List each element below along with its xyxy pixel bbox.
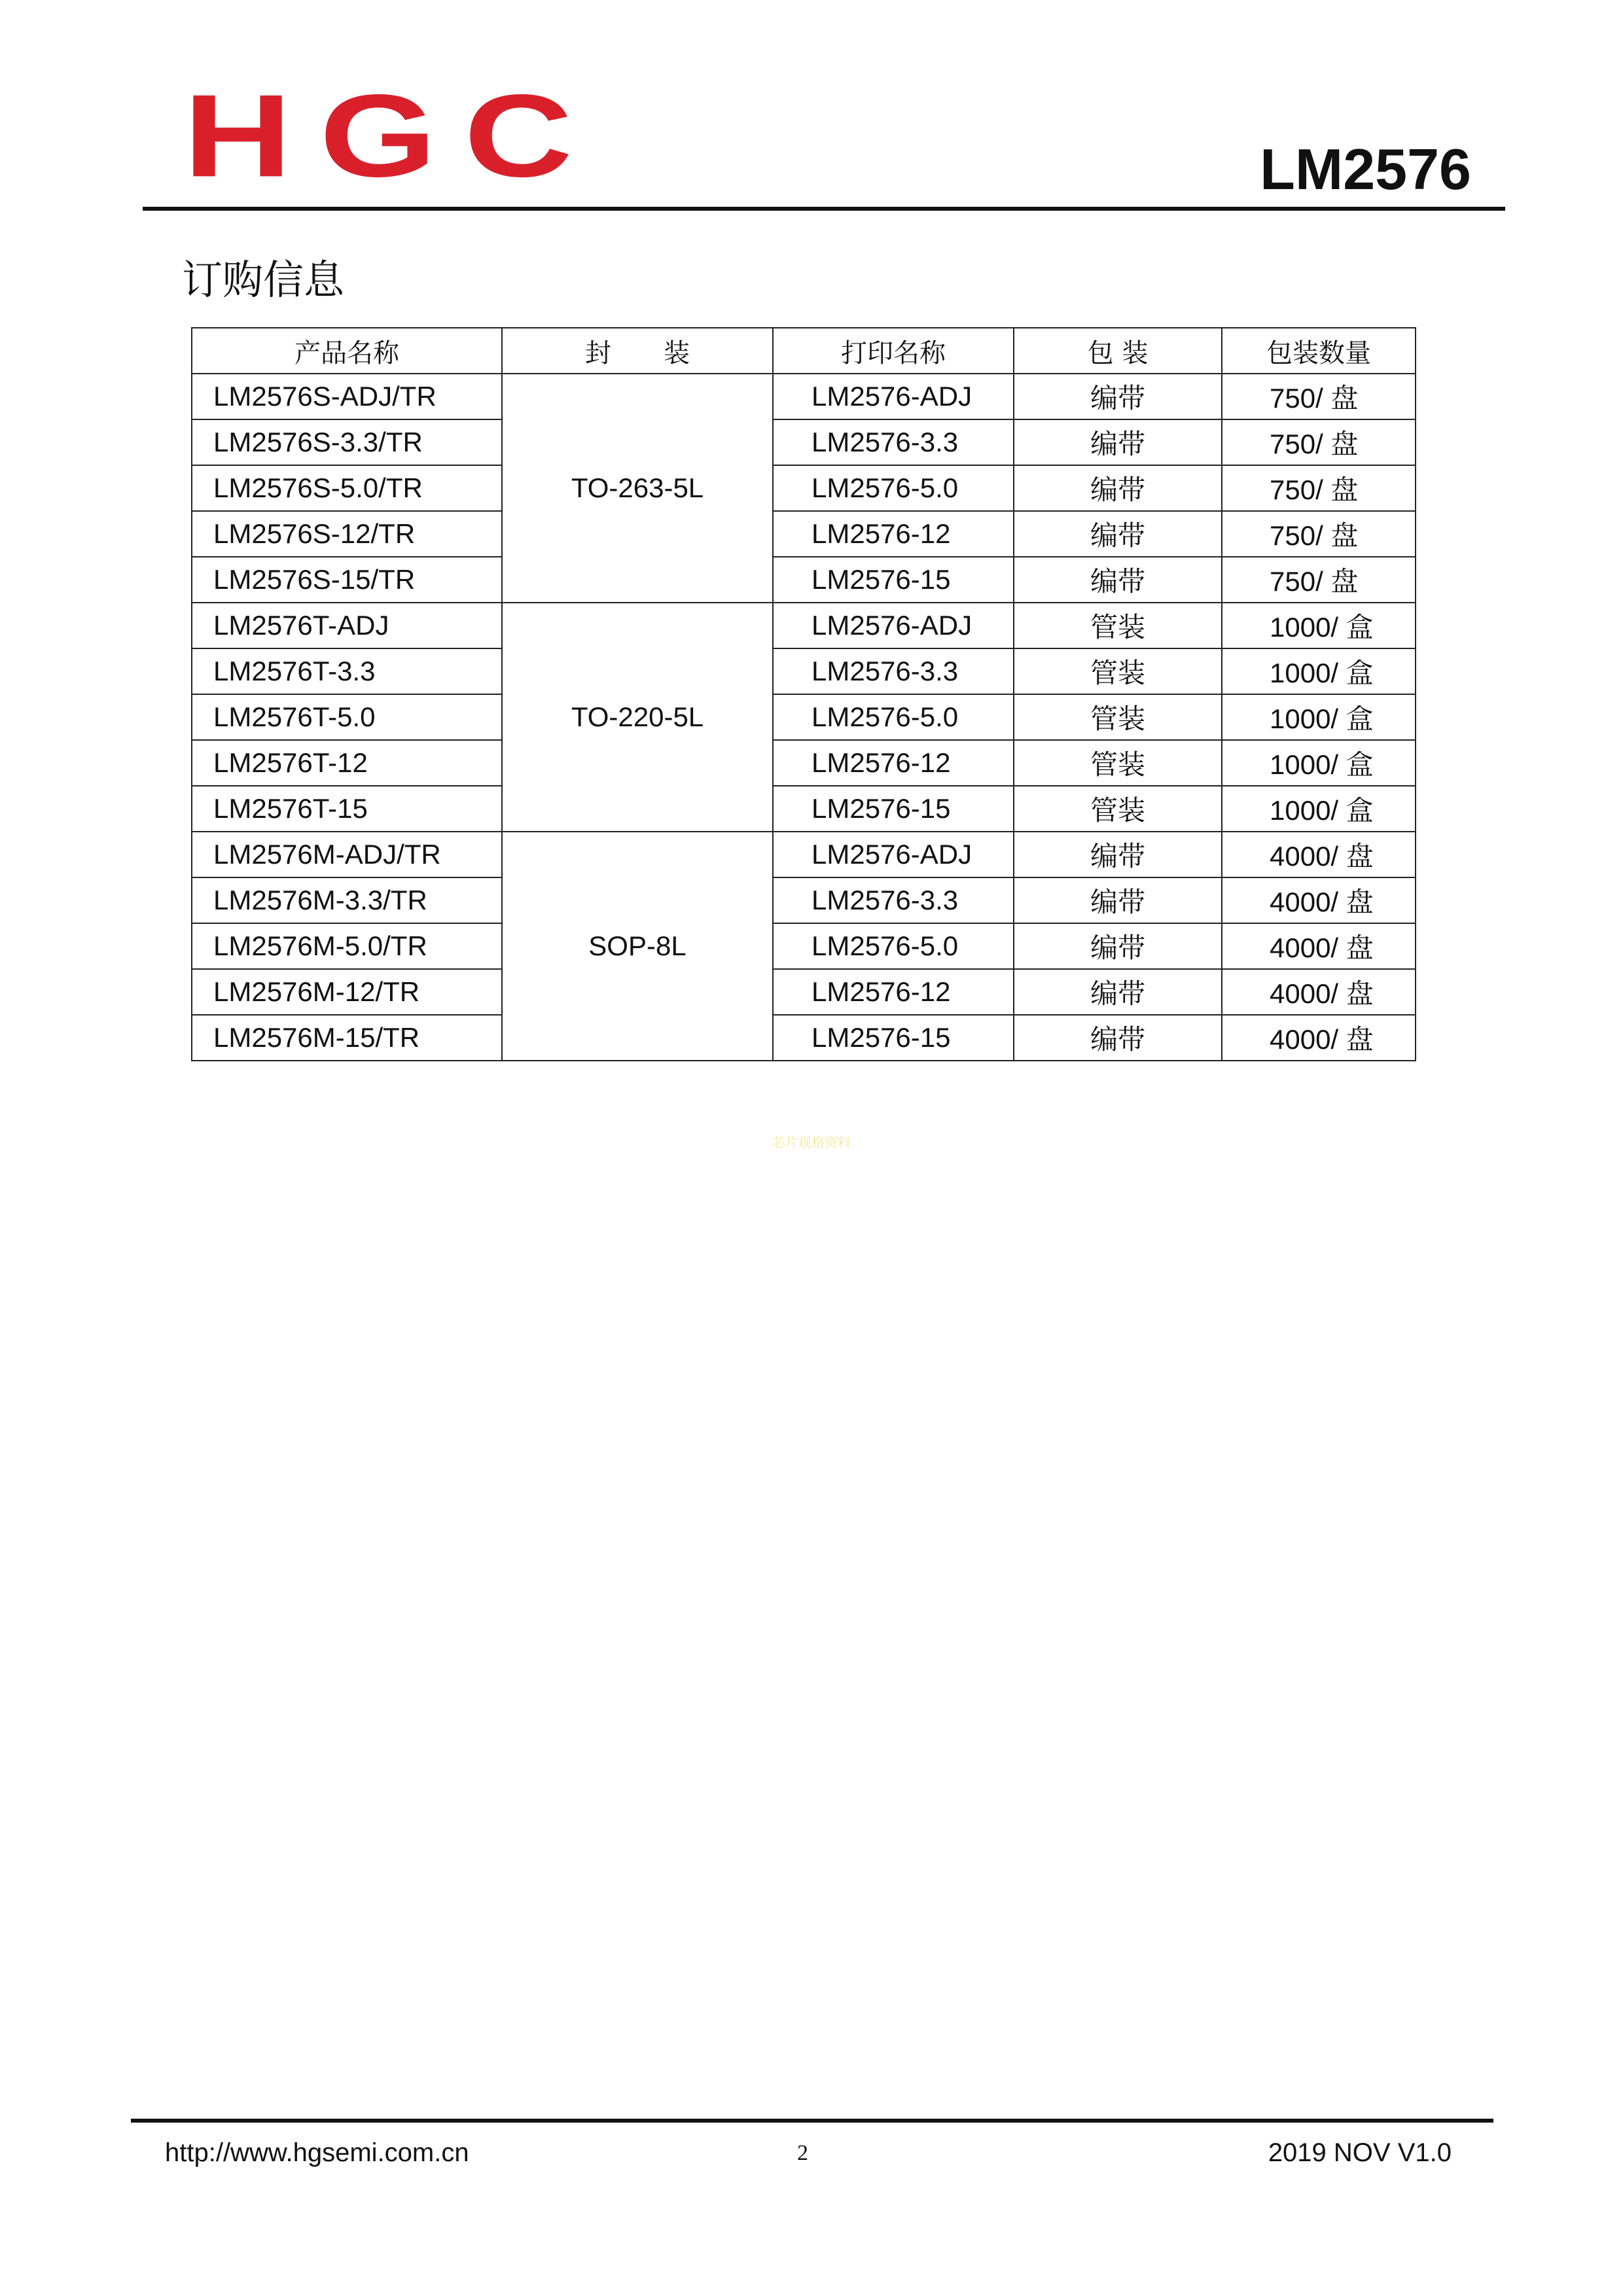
header-marking: 打印名称: [773, 328, 1014, 374]
packing-cell: 编带: [1014, 969, 1222, 1015]
product-name-cell: LM2576M-ADJ/TR: [192, 832, 502, 877]
quantity-cell: 4000/ 盘: [1222, 969, 1416, 1015]
quantity-cell: 750/ 盘: [1222, 465, 1416, 511]
product-name-cell: LM2576S-12/TR: [192, 511, 502, 557]
quantity-cell: 4000/ 盘: [1222, 1015, 1416, 1061]
marking-cell: LM2576-3.3: [773, 877, 1014, 923]
marking-cell: LM2576-12: [773, 969, 1014, 1015]
packing-cell: 管装: [1014, 603, 1222, 648]
table-row: [192, 648, 1416, 694]
packing-cell: 管装: [1014, 786, 1222, 832]
packing-cell: 管装: [1014, 740, 1222, 786]
section-title: 订购信息: [182, 256, 345, 304]
table-header-row: [192, 328, 1416, 374]
package-cell: SOP-8L: [502, 832, 773, 1061]
product-name-cell: LM2576T-ADJ: [192, 603, 502, 648]
product-name-cell: LM2576M-15/TR: [192, 1015, 502, 1061]
quantity-cell: 1000/ 盒: [1222, 786, 1416, 832]
packing-cell: 编带: [1014, 557, 1222, 603]
footer-divider: [131, 2119, 1493, 2123]
header-product-name: 产品名称: [192, 328, 502, 374]
packing-cell: 编带: [1014, 923, 1222, 969]
table-row: [192, 832, 1416, 877]
table-row: [192, 969, 1416, 1015]
quantity-cell: 4000/ 盘: [1222, 923, 1416, 969]
marking-cell: LM2576-12: [773, 740, 1014, 786]
quantity-cell: 750/ 盘: [1222, 374, 1416, 419]
marking-cell: LM2576-ADJ: [773, 374, 1014, 419]
footer-version: 2019 NOV V1.0: [1268, 2138, 1452, 2167]
table-row: [192, 465, 1416, 511]
quantity-cell: 750/ 盘: [1222, 557, 1416, 603]
packing-cell: 编带: [1014, 374, 1222, 419]
marking-cell: LM2576-15: [773, 1015, 1014, 1061]
table-row: [192, 557, 1416, 603]
marking-cell: LM2576-ADJ: [773, 603, 1014, 648]
quantity-cell: 1000/ 盒: [1222, 648, 1416, 694]
marking-cell: LM2576-15: [773, 786, 1014, 832]
table-row: [192, 374, 1416, 419]
quantity-cell: 4000/ 盘: [1222, 877, 1416, 923]
marking-cell: LM2576-12: [773, 511, 1014, 557]
hgc-logo: HGC: [183, 70, 601, 202]
header-quantity: 包装数量: [1222, 328, 1416, 374]
header-divider: [143, 207, 1505, 211]
packing-cell: 管装: [1014, 648, 1222, 694]
package-cell: TO-263-5L: [502, 374, 773, 603]
quantity-cell: 1000/ 盒: [1222, 740, 1416, 786]
product-name-cell: LM2576M-5.0/TR: [192, 923, 502, 969]
header-package: 封 装: [502, 328, 773, 374]
page-number: 2: [797, 2141, 808, 2165]
product-name-cell: LM2576T-3.3: [192, 648, 502, 694]
table-row: [192, 511, 1416, 557]
marking-cell: LM2576-5.0: [773, 923, 1014, 969]
product-name-cell: LM2576T-12: [192, 740, 502, 786]
product-name-cell: LM2576M-12/TR: [192, 969, 502, 1015]
marking-cell: LM2576-3.3: [773, 419, 1014, 465]
table-row: [192, 786, 1416, 832]
packing-cell: 编带: [1014, 1015, 1222, 1061]
marking-cell: LM2576-5.0: [773, 694, 1014, 740]
table-row: [192, 419, 1416, 465]
product-name-cell: LM2576T-15: [192, 786, 502, 832]
packing-cell: 编带: [1014, 877, 1222, 923]
quantity-cell: 1000/ 盒: [1222, 603, 1416, 648]
ordering-table: [191, 327, 1416, 1061]
table-row: [192, 740, 1416, 786]
package-cell: TO-220-5L: [502, 603, 773, 832]
header-packing: 包 装: [1014, 328, 1222, 374]
table-row: [192, 603, 1416, 648]
table-body: [192, 374, 1416, 1061]
quantity-cell: 750/ 盘: [1222, 511, 1416, 557]
packing-cell: 管装: [1014, 694, 1222, 740]
packing-cell: 编带: [1014, 465, 1222, 511]
quantity-cell: 4000/ 盘: [1222, 832, 1416, 877]
table-row: [192, 877, 1416, 923]
packing-cell: 编带: [1014, 832, 1222, 877]
packing-cell: 编带: [1014, 419, 1222, 465]
marking-cell: LM2576-3.3: [773, 648, 1014, 694]
product-name-cell: LM2576M-3.3/TR: [192, 877, 502, 923]
marking-cell: LM2576-15: [773, 557, 1014, 603]
document-title: LM2576: [1260, 137, 1471, 202]
table-row: [192, 1015, 1416, 1061]
table-row: [192, 923, 1416, 969]
product-name-cell: LM2576S-5.0/TR: [192, 465, 502, 511]
product-name-cell: LM2576S-ADJ/TR: [192, 374, 502, 419]
product-name-cell: LM2576S-3.3/TR: [192, 419, 502, 465]
footer-url[interactable]: http://www.hgsemi.com.cn: [165, 2138, 469, 2167]
packing-cell: 编带: [1014, 511, 1222, 557]
marking-cell: LM2576-5.0: [773, 465, 1014, 511]
quantity-cell: 750/ 盘: [1222, 419, 1416, 465]
watermark: 芯片规格资料: [772, 1135, 851, 1150]
table-row: [192, 694, 1416, 740]
product-name-cell: LM2576T-5.0: [192, 694, 502, 740]
product-name-cell: LM2576S-15/TR: [192, 557, 502, 603]
quantity-cell: 1000/ 盒: [1222, 694, 1416, 740]
marking-cell: LM2576-ADJ: [773, 832, 1014, 877]
